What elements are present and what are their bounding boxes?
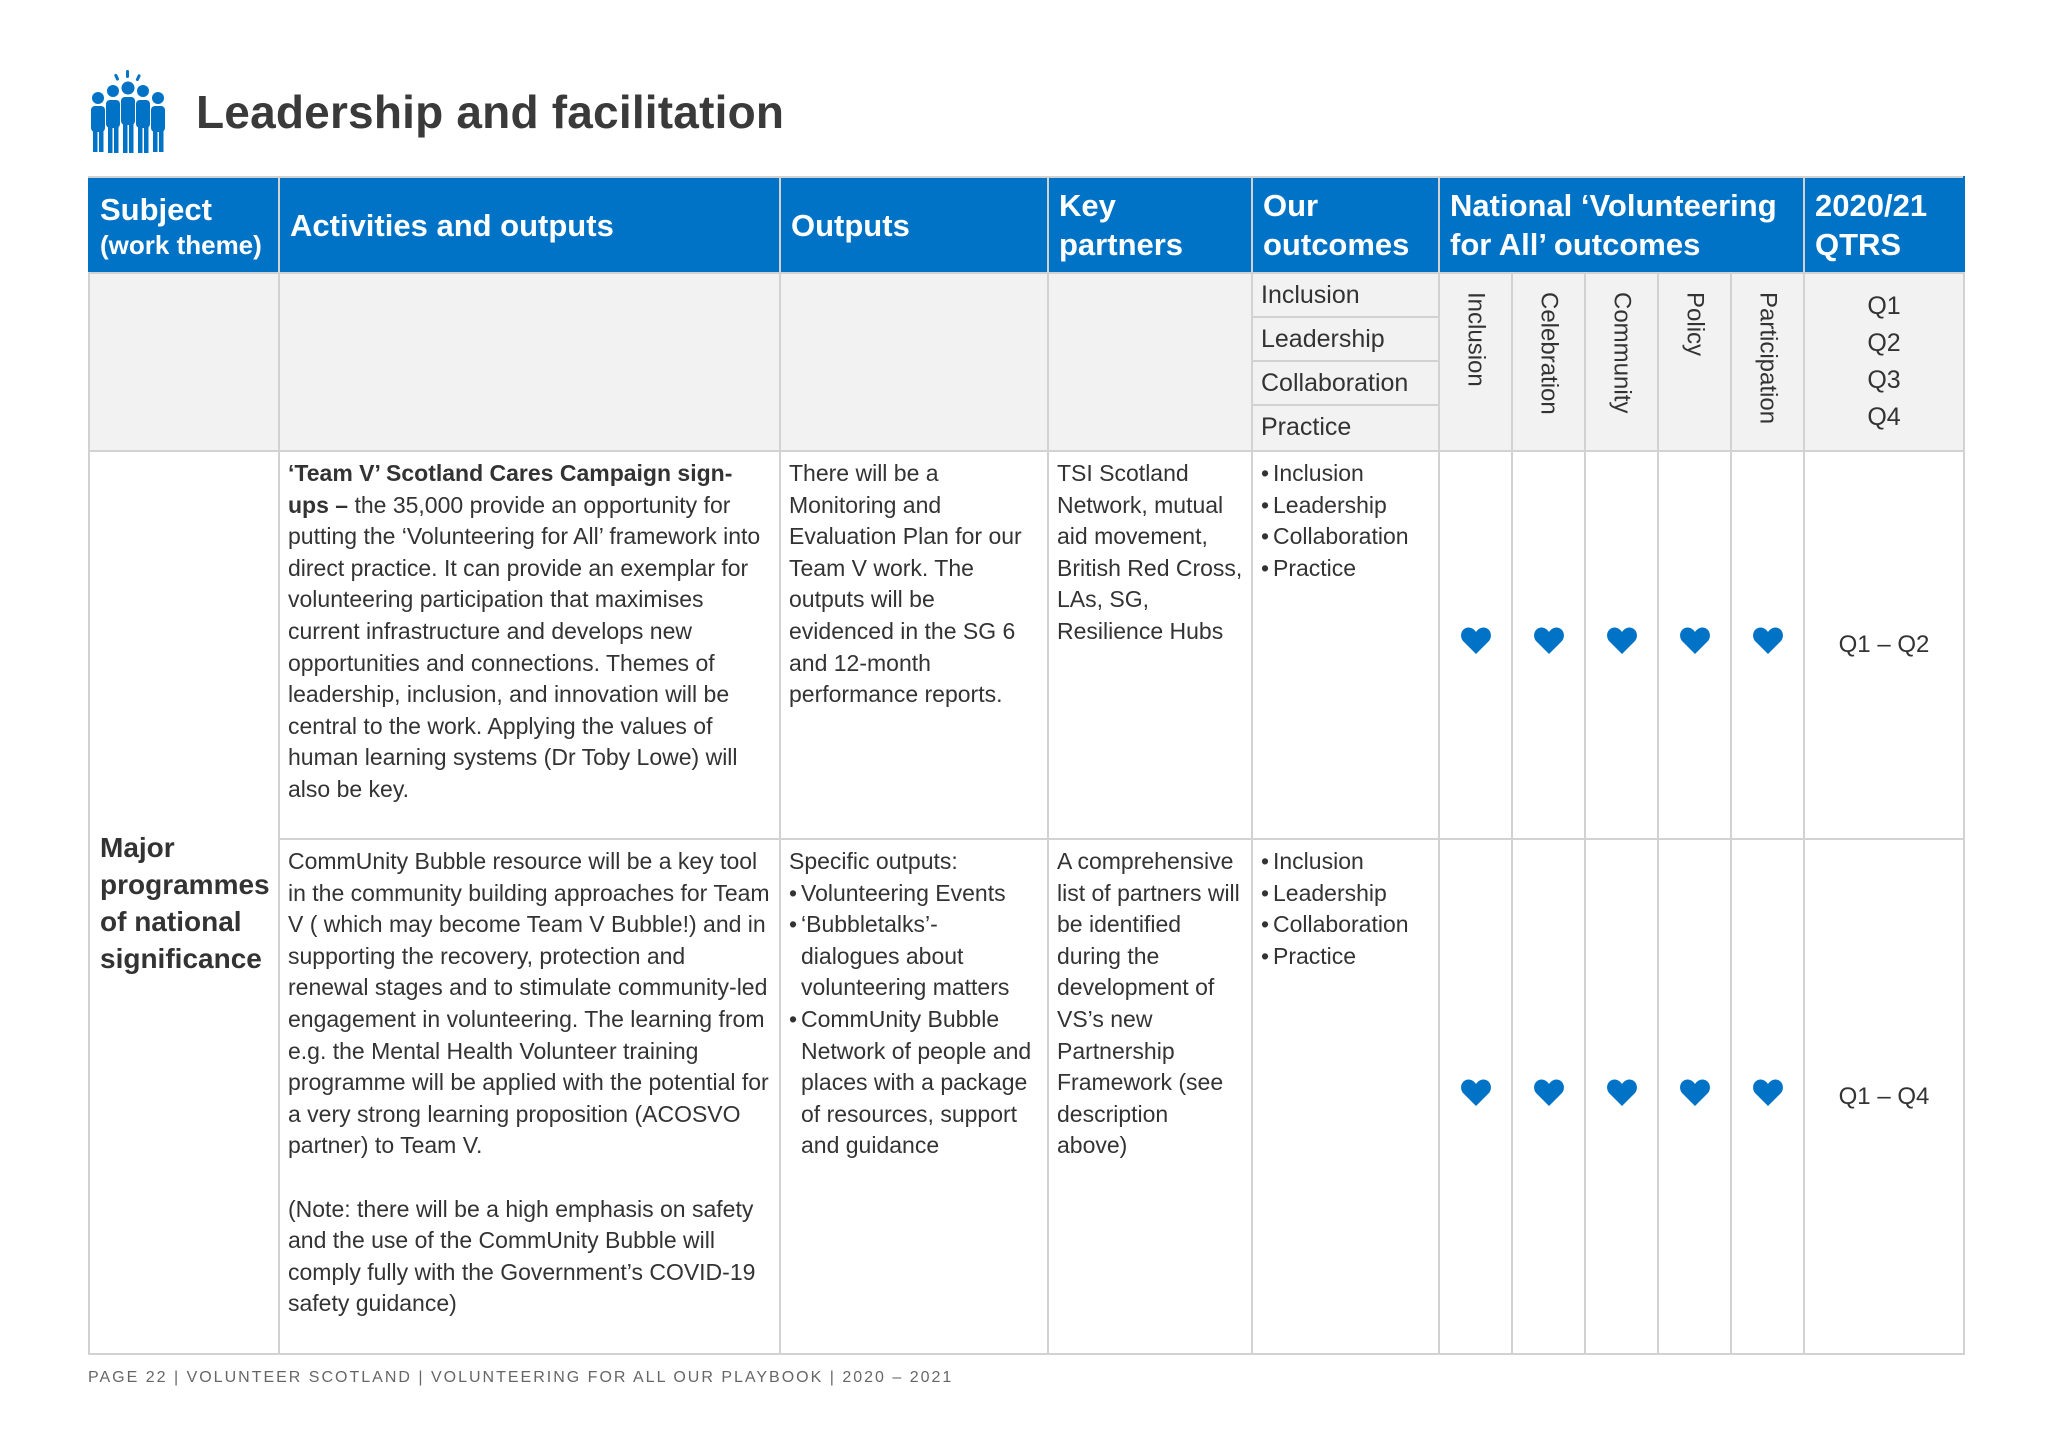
legend-national-community xyxy=(1585,273,1658,451)
table-row xyxy=(89,451,1964,839)
outputs-cell: There will be a Monitoring and Evaluation Plan for our Team V work. The outputs will be evidenced in the SG 6 and 12-month performance reports. xyxy=(780,451,1048,839)
national-celebration-cell xyxy=(1512,451,1585,839)
group-of-people-icon xyxy=(88,70,168,154)
outcome-item: • Inclusion xyxy=(1261,846,1430,878)
header-national-outcomes xyxy=(1439,177,1804,273)
outcome-item: • Collaboration xyxy=(1261,521,1430,553)
outcome-item: • Practice xyxy=(1261,553,1430,585)
legend-empty-cell xyxy=(279,273,780,451)
legend-national-label: Participation xyxy=(1754,292,1782,425)
outcome-item: • Collaboration xyxy=(1261,909,1430,941)
national-policy-cell xyxy=(1658,451,1731,839)
heart-icon xyxy=(1534,627,1564,654)
legend-national-participation xyxy=(1731,273,1804,451)
national-celebration-cell xyxy=(1512,839,1585,1354)
playbook-table xyxy=(88,176,1965,1355)
activity-text: the 35,000 provide an opportunity for putting the ‘Volunteering for All’ framework into direct practice. It can provide an exemplar for volunteering participation that maximises current infrastructure and develops new opportunities and connections. Themes of leadership, inclusion, and innovation will be central to the work. Applying the values of human learning systems (Dr Toby Lowe) will also be key. xyxy=(288,491,761,802)
outcomes-cell xyxy=(1252,451,1439,839)
header-activities: Activities and outputs xyxy=(279,177,780,273)
output-item: • ‘Bubbletalks’- dialogues about volunteering matters xyxy=(789,909,1039,1004)
legend-outcome-leadership: Leadership xyxy=(1253,318,1438,362)
header-subject-sublabel: (work theme) xyxy=(100,229,262,260)
header-outputs: Outputs xyxy=(780,177,1048,273)
heart-icon xyxy=(1607,627,1637,654)
activity-note: (Note: there will be a high emphasis on safety and the use of the CommUnity Bubble will comply fully with the Government’s COVID-19 safety guidance) xyxy=(288,1195,756,1317)
heart-icon xyxy=(1534,1079,1564,1106)
legend-quarter: Q1 xyxy=(1867,292,1901,320)
outcome-item: • Leadership xyxy=(1261,490,1430,522)
national-inclusion-cell xyxy=(1439,839,1512,1354)
national-community-cell xyxy=(1585,839,1658,1354)
legend-empty-cell xyxy=(1048,273,1252,451)
heart-icon xyxy=(1680,627,1710,654)
legend-national-label: Community xyxy=(1608,292,1636,414)
page-footer: PAGE 22 | VOLUNTEER SCOTLAND | VOLUNTEERING FOR ALL OUR PLAYBOOK | 2020 – 2021 xyxy=(88,1369,954,1386)
legend-quarter: Q3 xyxy=(1867,366,1901,394)
legend-our-outcomes xyxy=(1252,273,1439,451)
header-qtrs xyxy=(1804,177,1964,273)
heart-icon xyxy=(1753,627,1783,654)
heart-icon xyxy=(1753,1079,1783,1106)
legend-empty-cell xyxy=(89,273,279,451)
national-community-cell xyxy=(1585,451,1658,839)
legend-quarters xyxy=(1804,273,1964,451)
page-title: Leadership and facilitation xyxy=(196,86,785,138)
header-subject xyxy=(89,177,279,273)
legend-row xyxy=(89,273,1964,451)
heart-icon xyxy=(1461,1079,1491,1106)
activity-text: CommUnity Bubble resource will be a key tool in the community building approaches for Team V ( which may become Team V Bubble!) and in supporting the recovery, protection and renewal stages and to stimulate community-led engagement in volunteering. The learning from e.g. the Mental Health Volunteer training programme will be applied with the potential for a very strong learning proposition (ACOSVO partner) to Team V. xyxy=(288,848,770,1159)
output-item: • CommUnity Bubble Network of people and places with a package of resources, support and guidance xyxy=(789,1004,1039,1162)
partners-cell: TSI Scotland Network, mutual aid movement, British Red Cross, LAs, SG, Resilience Hubs xyxy=(1048,451,1252,839)
legend-quarter: Q4 xyxy=(1867,403,1901,431)
legend-national-label: Inclusion xyxy=(1462,292,1490,387)
table-header-row xyxy=(89,177,1964,273)
outcomes-cell xyxy=(1252,839,1439,1354)
header-national-line-1: National ‘Volunteering xyxy=(1450,188,1777,223)
header-national-line-2: for All’ outcomes xyxy=(1450,227,1701,262)
national-inclusion-cell xyxy=(1439,451,1512,839)
header-qtrs-line-1: 2020/21 xyxy=(1815,188,1928,223)
quarters-cell: Q1 – Q2 xyxy=(1804,451,1964,839)
outcome-item: • Inclusion xyxy=(1261,458,1430,490)
table-row xyxy=(89,839,1964,1354)
heart-icon xyxy=(1461,627,1491,654)
legend-national-label: Policy xyxy=(1681,292,1709,357)
outputs-intro: Specific outputs: xyxy=(789,848,958,874)
partners-cell: A comprehensive list of partners will be identified during the development of VS’s new Partnership Framework (see description above) xyxy=(1048,839,1252,1354)
legend-quarter: Q2 xyxy=(1867,329,1901,357)
activity-cell xyxy=(279,839,780,1354)
legend-outcome-practice: Practice xyxy=(1261,413,1352,441)
heart-icon xyxy=(1680,1079,1710,1106)
legend-outcome-collaboration: Collaboration xyxy=(1253,362,1438,406)
page-header xyxy=(88,64,784,160)
header-partners-line-2: partners xyxy=(1059,227,1184,262)
legend-empty-cell xyxy=(780,273,1048,451)
national-participation-cell xyxy=(1731,451,1804,839)
header-outcomes-line-1: Our xyxy=(1263,188,1319,223)
legend-national-label: Celebration xyxy=(1535,292,1563,415)
header-subject-label: Subject xyxy=(100,191,212,227)
national-participation-cell xyxy=(1731,839,1804,1354)
outputs-cell xyxy=(780,839,1048,1354)
subject-cell: Major programmes of national significance xyxy=(89,451,279,1354)
activity-cell xyxy=(279,451,780,839)
outcome-item: • Leadership xyxy=(1261,878,1430,910)
output-item: • Volunteering Events xyxy=(789,878,1039,910)
activity-lead: ‘Team V’ Scotland Cares Campaign sign-ups – xyxy=(288,460,733,518)
outcome-item: • Practice xyxy=(1261,941,1430,973)
header-our-outcomes xyxy=(1252,177,1439,273)
header-partners-line-1: Key xyxy=(1059,188,1116,223)
header-key-partners xyxy=(1048,177,1252,273)
legend-outcome-inclusion: Inclusion xyxy=(1253,274,1438,318)
quarters-cell: Q1 – Q4 xyxy=(1804,839,1964,1354)
legend-national-policy xyxy=(1658,273,1731,451)
heart-icon xyxy=(1607,1079,1637,1106)
national-policy-cell xyxy=(1658,839,1731,1354)
legend-national-inclusion xyxy=(1439,273,1512,451)
legend-national-celebration xyxy=(1512,273,1585,451)
header-qtrs-line-2: QTRS xyxy=(1815,227,1902,262)
header-outcomes-line-2: outcomes xyxy=(1263,227,1410,262)
